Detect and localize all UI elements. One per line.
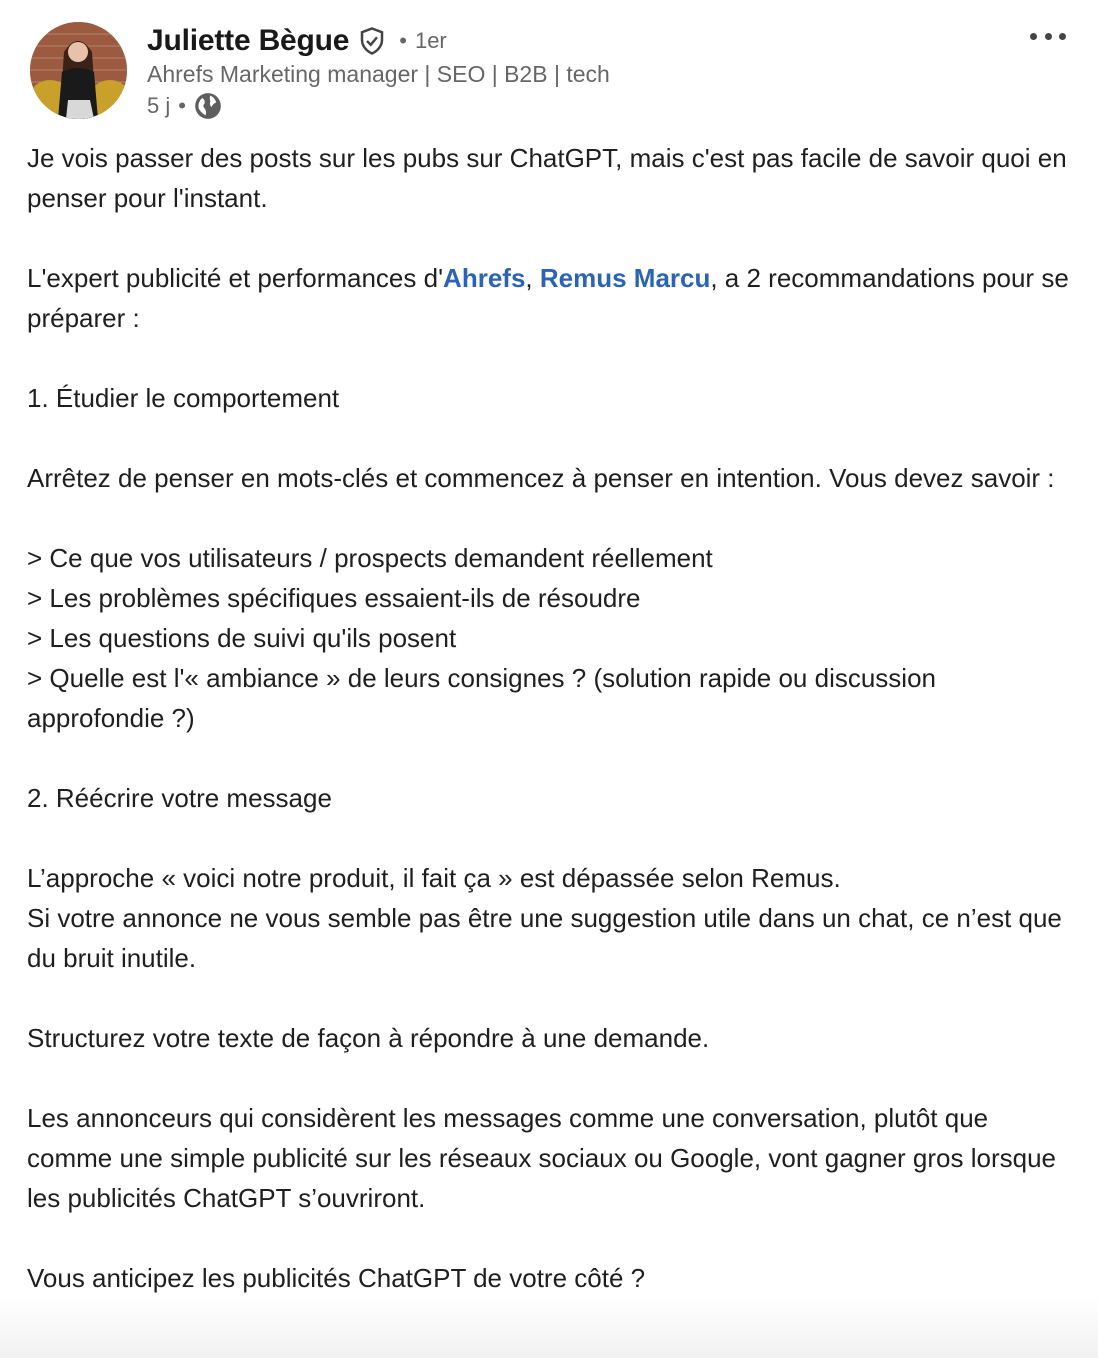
author-name[interactable]: Juliette Bègue — [147, 24, 350, 57]
shield-check-icon — [357, 26, 387, 56]
author-meta — [147, 22, 610, 122]
avatar-photo-icon — [30, 22, 127, 119]
paragraph: Structurez votre texte de façon à répondre à une demande. — [27, 1023, 710, 1053]
post-time-row — [147, 90, 610, 122]
paragraph: Les annonceurs qui considèrent les messages comme une conversation, plutôt que comme une simple publicité sur les réseaux sociaux ou Google, vont gagner gros lorsque les publicités ChatGPT s’ouvriront. — [27, 1103, 1056, 1213]
post-header — [30, 22, 610, 122]
paragraph: Si votre annonce ne vous semble pas être une suggestion utile dans un chat, ce n’est que du bruit inutile. — [27, 903, 1062, 973]
author-headline: Ahrefs Marketing manager | SEO | B2B | tech — [147, 61, 610, 87]
text: , a 2 recommandations pour se préparer : — [27, 263, 1069, 333]
dot-icon — [1045, 33, 1052, 40]
post-body — [27, 138, 1077, 1298]
paragraph: Vous anticipez les publicités ChatGPT de votre côté ? — [27, 1263, 646, 1293]
dot-icon — [1030, 33, 1037, 40]
bullet-item: > Quelle est l'« ambiance » de leurs consignes ? (solution rapide ou discussion approfondie ?) — [27, 663, 936, 733]
paragraph: Arrêtez de penser en mots-clés et commencez à penser en intention. Vous devez savoir : — [27, 463, 1055, 493]
dot-icon — [1059, 33, 1066, 40]
bottom-fade — [0, 1298, 1098, 1358]
text: L'expert publicité et performances d' — [27, 263, 444, 293]
separator-dot: • — [399, 28, 407, 53]
bullet-item: > Ce que vos utilisateurs / prospects demandent réellement — [27, 543, 713, 573]
bullet-item: > Les questions de suivi qu'ils posent — [27, 623, 457, 653]
separator-dot: • — [178, 93, 186, 118]
paragraph: Je vois passer des posts sur les pubs sur ChatGPT, mais c'est pas facile de savoir quoi en penser pour l'instant. — [27, 143, 1067, 213]
section-heading: 2. Réécrire votre message — [27, 783, 332, 813]
connection-degree: 1er — [414, 28, 447, 53]
mention-remus-marcu-link[interactable]: Remus Marcu — [539, 263, 711, 293]
mention-ahrefs-link[interactable]: Ahrefs — [443, 263, 526, 293]
paragraph: L’approche « voici notre produit, il fait ça » est dépassée selon Remus. — [27, 863, 841, 893]
more-options-button[interactable] — [1030, 26, 1066, 46]
paragraph — [27, 258, 1077, 338]
section-heading: 1. Étudier le comportement — [27, 383, 340, 413]
author-name-row — [147, 22, 610, 60]
post-time[interactable]: 5 j — [147, 93, 171, 118]
text: , — [525, 263, 540, 293]
author-avatar[interactable] — [30, 22, 127, 119]
bullet-item: > Les problèmes spécifiques essaient-ils de résoudre — [27, 583, 641, 613]
globe-icon — [194, 92, 222, 120]
